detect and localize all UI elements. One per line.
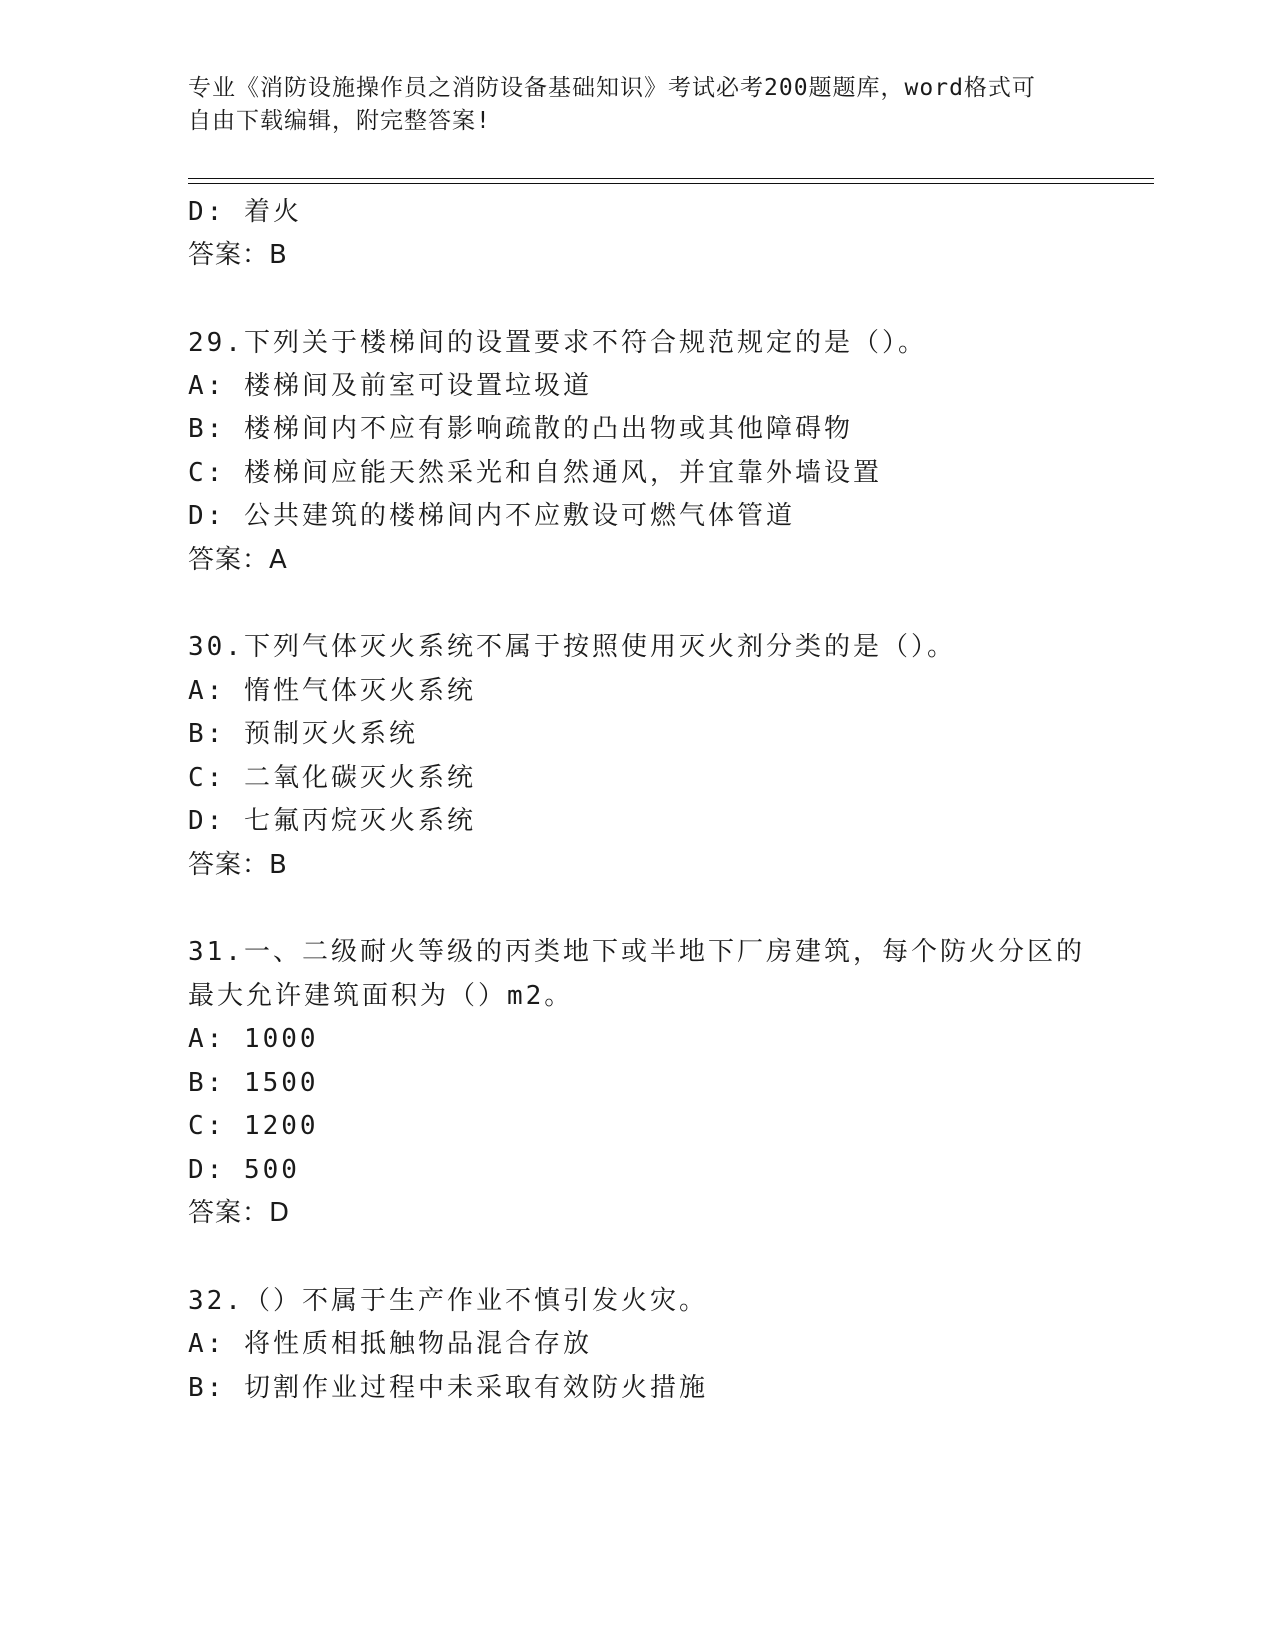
q32-stem: 32.（）不属于生产作业不慎引发火灾。 [188,1286,708,1316]
q32-option-b: B: 切割作业过程中未采取有效防火措施 [188,1373,708,1403]
q29-stem: 29.下列关于楼梯间的设置要求不符合规范规定的是（）。 [188,328,927,358]
q31-option-b: B: 1500 [188,1068,319,1098]
header-line-2: 自由下载编辑，附完整答案! [188,108,491,134]
q29-answer: 答案：A [188,545,288,575]
q31-stem-line-1: 31.一、二级耐火等级的丙类地下或半地下厂房建筑，每个防火分区的 [188,937,1085,967]
header-divider-top [188,178,1154,179]
header-divider-bottom [188,183,1154,184]
document-header [188,72,1088,138]
q31-option-a: A: 1000 [188,1024,319,1054]
q30-option-a: A: 惰性气体灭火系统 [188,676,476,706]
q31-option-d: D: 500 [188,1155,300,1185]
q30-answer: 答案：B [188,850,288,880]
q29-option-b: B: 楼梯间内不应有影响疏散的凸出物或其他障碍物 [188,414,853,444]
q30-option-b: B: 预制灭火系统 [188,719,418,749]
prev-answer: 答案：B [188,240,288,270]
q29-option-a: A: 楼梯间及前室可设置垃圾道 [188,371,592,401]
q31-option-c: C: 1200 [188,1111,319,1141]
header-line-1: 专业《消防设施操作员之消防设备基础知识》考试必考200题题库，word格式可 [188,75,1036,101]
q30-option-d: D: 七氟丙烷灭火系统 [188,806,476,836]
q29-option-c: C: 楼梯间应能天然采光和自然通风，并宜靠外墙设置 [188,458,882,488]
q29-option-d: D: 公共建筑的楼梯间内不应敷设可燃气体管道 [188,501,795,531]
q32-option-a: A: 将性质相抵触物品混合存放 [188,1329,592,1359]
q30-stem: 30.下列气体灭火系统不属于按照使用灭火剂分类的是（）。 [188,632,956,662]
q30-option-c: C: 二氧化碳灭火系统 [188,763,476,793]
q31-stem-line-2: 最大允许建筑面积为（）m2。 [188,981,574,1011]
prev-option-d: D: 着火 [188,197,302,227]
q31-answer: 答案：D [188,1198,291,1228]
